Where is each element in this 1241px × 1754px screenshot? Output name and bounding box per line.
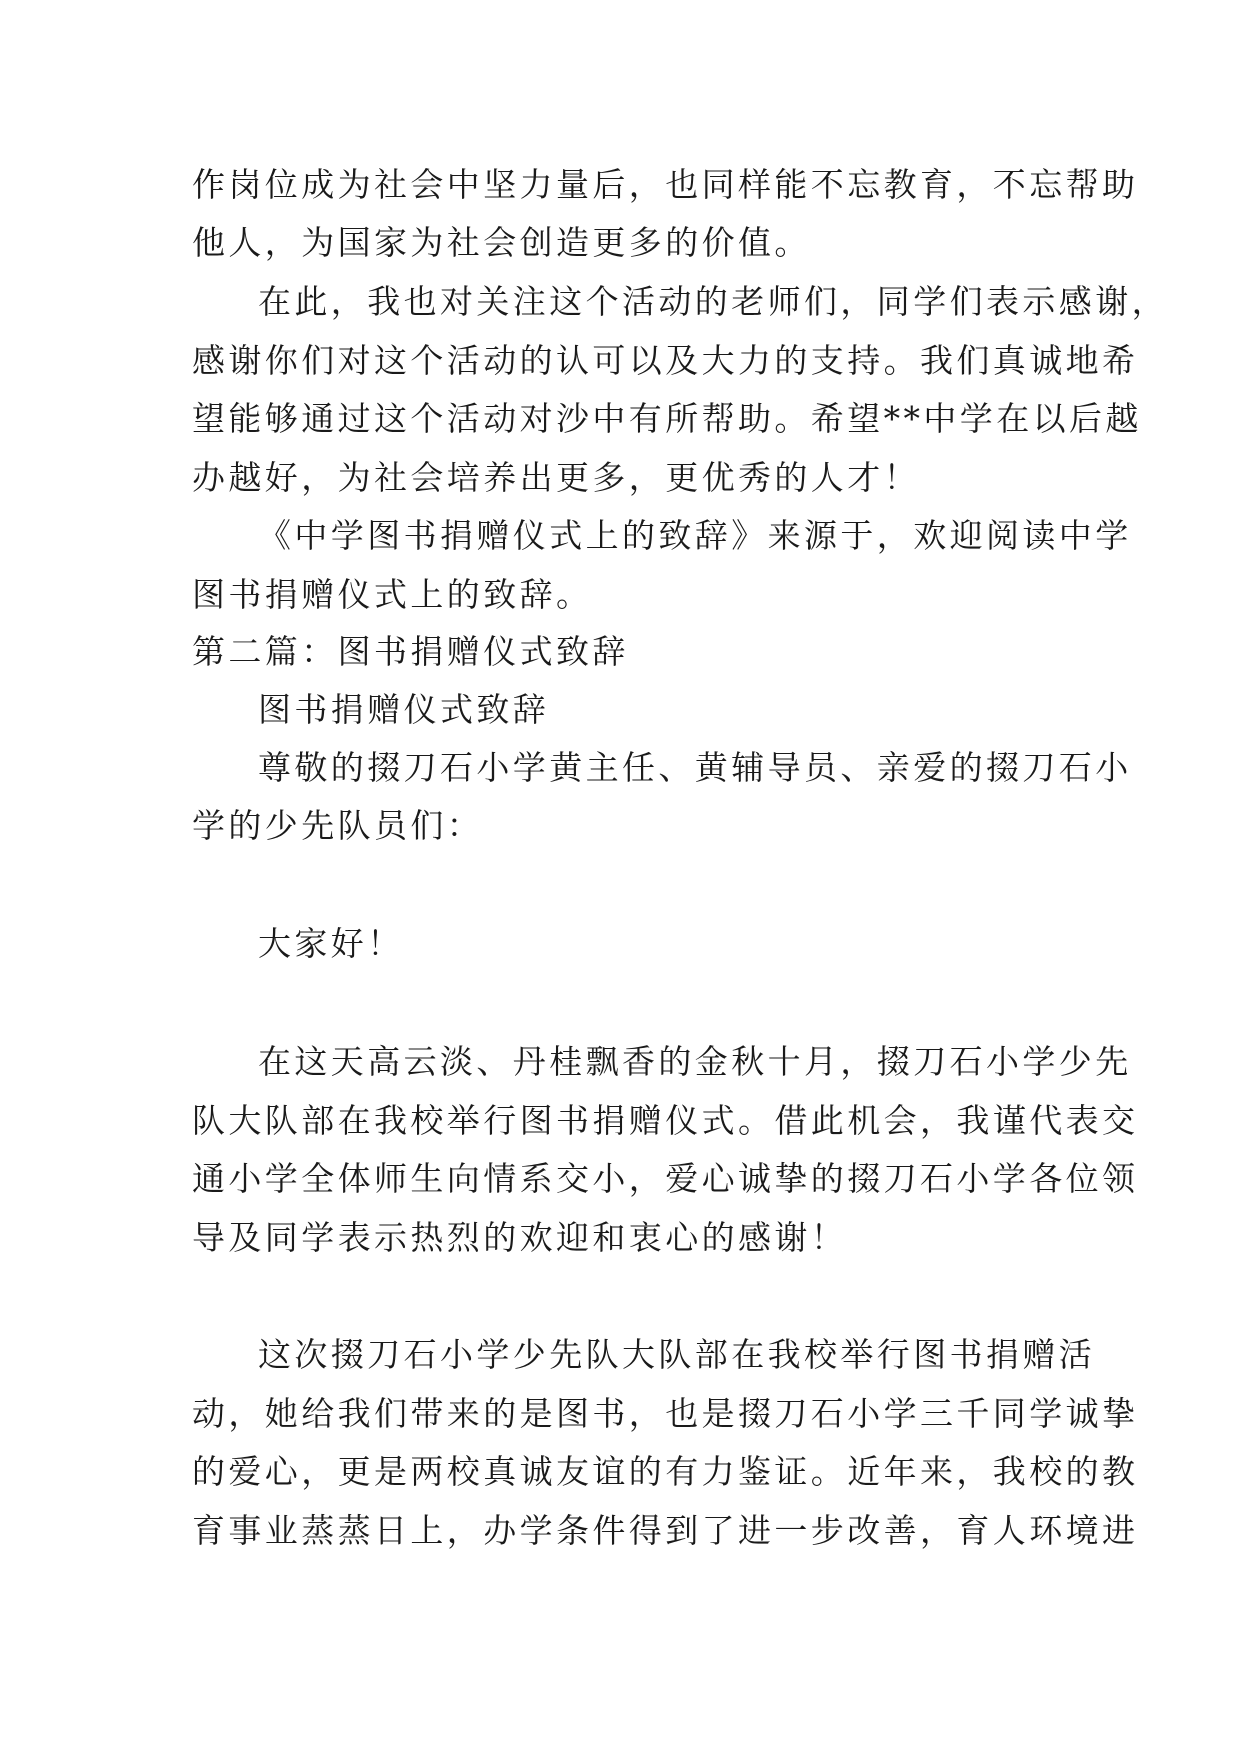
text-line: 图书捐赠仪式上的致辞。 (192, 575, 593, 614)
section-heading: 第二篇：图书捐赠仪式致辞 (192, 632, 629, 671)
text-line: 望能够通过这个活动对沙中有所帮助。希望**中学在以后越 (192, 399, 1142, 438)
text-line: 尊敬的掇刀石小学黄主任、黄辅导员、亲爱的掇刀石小 (258, 748, 1132, 787)
text-line: 学的少先队员们： (192, 806, 484, 845)
greeting-line: 大家好！ (258, 924, 404, 963)
text-line: 他人，为国家为社会创造更多的价值。 (192, 223, 811, 262)
text-line: 作岗位成为社会中坚力量后，也同样能不忘教育，不忘帮助 (192, 165, 1139, 204)
speech-title: 图书捐赠仪式致辞 (258, 690, 550, 729)
text-line: 导及同学表示热烈的欢迎和衷心的感谢！ (192, 1218, 848, 1257)
text-line: 办越好，为社会培养出更多，更优秀的人才！ (192, 458, 920, 497)
text-line: 队大队部在我校举行图书捐赠仪式。借此机会，我谨代表交 (192, 1101, 1139, 1140)
text-line: 动，她给我们带来的是图书，也是掇刀石小学三千同学诚挚 (192, 1394, 1139, 1433)
text-line: 在此，我也对关注这个活动的老师们，同学们表示感谢， (258, 282, 1168, 321)
text-line: 在这天高云淡、丹桂飘香的金秋十月，掇刀石小学少先 (258, 1042, 1132, 1081)
text-line: 通小学全体师生向情系交小，爱心诚挚的掇刀石小学各位领 (192, 1159, 1139, 1198)
text-line: 感谢你们对这个活动的认可以及大力的支持。我们真诚地希 (192, 341, 1139, 380)
text-line: 的爱心，更是两校真诚友谊的有力鉴证。近年来，我校的教 (192, 1452, 1139, 1491)
text-line: 《中学图书捐赠仪式上的致辞》来源于，欢迎阅读中学 (258, 516, 1132, 555)
text-line: 这次掇刀石小学少先队大队部在我校举行图书捐赠活 (258, 1335, 1096, 1374)
text-line: 育事业蒸蒸日上，办学条件得到了进一步改善，育人环境进 (192, 1511, 1139, 1550)
